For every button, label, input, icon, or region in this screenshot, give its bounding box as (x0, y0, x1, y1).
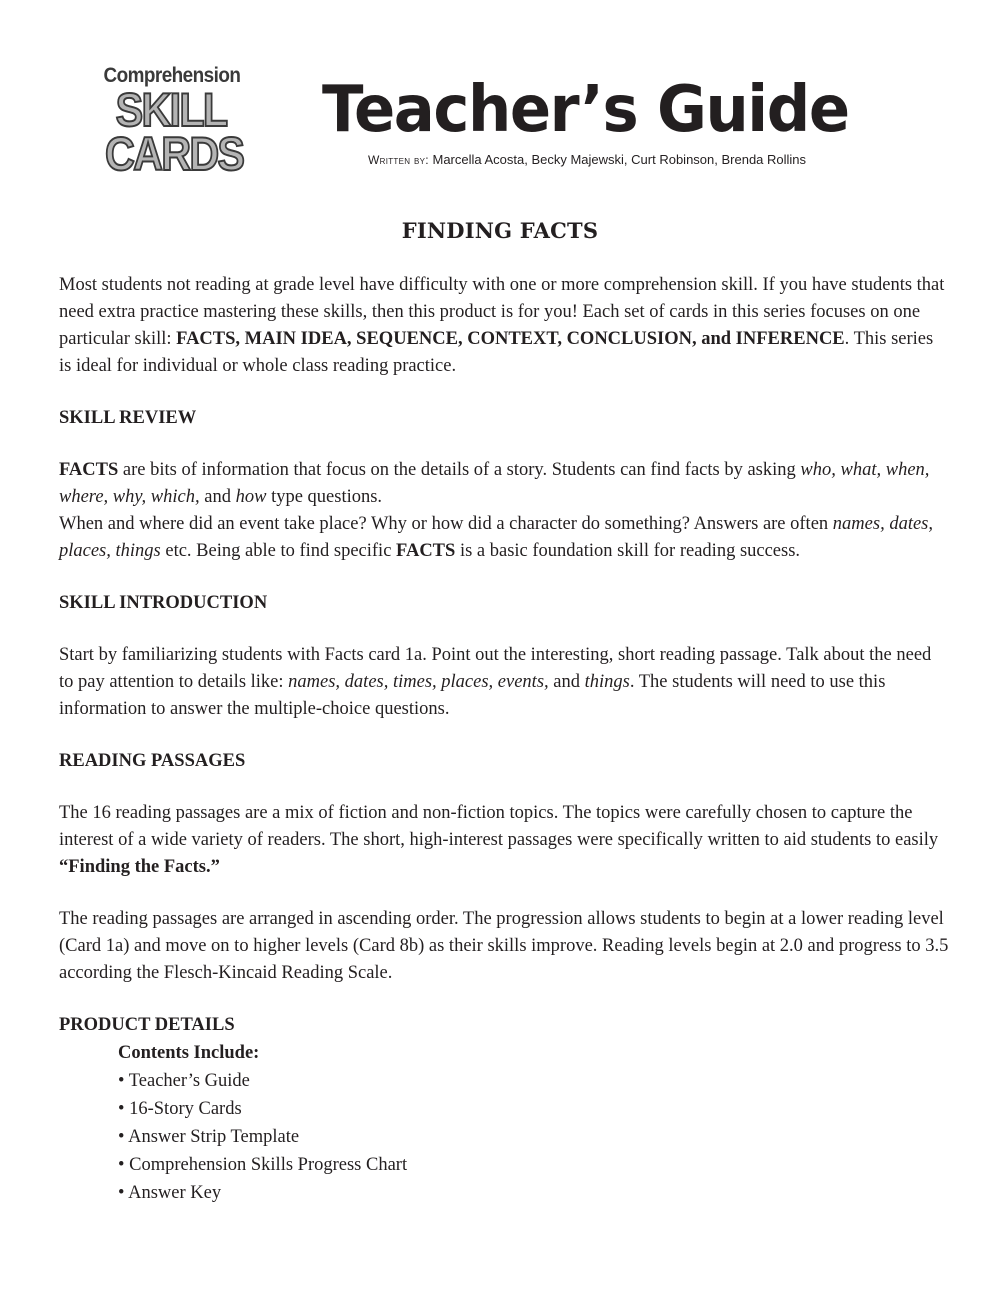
list-item: • 16-Story Cards (118, 1099, 242, 1119)
reading-passages-heading: READING PASSAGES (59, 751, 246, 771)
reading-passages-paragraph-2: The reading passages are arranged in ascending order. The progression allows students to begin at a lower reading level (Card 1a) and move on to higher levels (Card 8b) as their skills improve. Reading levels begin at 2.0 and progress to 3.5 according the Flesch-Kincaid Reading Scale. (59, 909, 949, 983)
text: The 16 reading passages are a mix of fiction and non-fiction topics. The topics were carefully chosen to capture the interest of a wide variety of readers. The short, high-interest passages were specifically written to aid students to easily (59, 803, 939, 850)
intro-text: Most students not reading at grade level have difficulty with one or more comprehension skill. If you have students that need extra practice mastering these skills, then this product is for you! Each set of cards in this series focuses on one particular skill: (59, 275, 945, 349)
facts-term: FACTS (396, 541, 456, 561)
finding-the-facts-quote: “Finding the Facts.” (59, 857, 220, 877)
facts-term: FACTS (59, 460, 119, 480)
skill-review-heading: SKILL REVIEW (59, 408, 197, 428)
byline-label: Written by: (368, 153, 429, 167)
intro-text-end: . This series is ideal for individual or whole class reading practice. (59, 329, 934, 376)
skill-list: FACTS, MAIN IDEA, SEQUENCE, CONTEXT, CONCLUSION, and INFERENCE (176, 329, 845, 349)
detail-types: names, dates, times, places, events, (288, 672, 549, 692)
list-item: • Answer Strip Template (118, 1127, 300, 1147)
skill-introduction-paragraph (59, 642, 949, 723)
text: When and where did an event take place? Why or how did a character do something? Answers are often (59, 514, 833, 534)
text: etc. Being able to find specific (160, 541, 397, 561)
logo-line-comprehension: Comprehension (103, 64, 241, 87)
logo-line-skill: SKILL (115, 83, 227, 136)
text: type questions. (266, 487, 383, 507)
document-body (59, 272, 949, 1207)
skill-introduction-heading: SKILL INTRODUCTION (59, 593, 268, 613)
text: are bits of information that focus on the details of a story. Students can find facts by asking (118, 460, 801, 480)
list-item: • Answer Key (118, 1183, 222, 1203)
logo-line-cards: CARDS (105, 127, 244, 180)
byline-authors: Marcella Acosta, Becky Majewski, Curt Robinson, Brenda Rollins (432, 152, 807, 167)
skill-review-paragraph-2 (59, 511, 949, 565)
contents-list (59, 1039, 949, 1207)
list-item: • Teacher’s Guide (118, 1071, 250, 1091)
text: and (548, 672, 585, 692)
text: . The students will need to use this information to answer the multiple-choice questions. (59, 672, 886, 719)
detail-type-things: things (584, 672, 630, 692)
page-title: Teacher’s Guide (322, 73, 849, 147)
question-word-how: how (235, 487, 267, 507)
author-byline (368, 152, 806, 167)
comprehension-skill-cards-logo (96, 64, 246, 180)
text: Start by familiarizing students with Facts card 1a. Point out the interesting, short reading passage. Talk about the need to pay attention to details like: (59, 645, 932, 692)
section-title: FINDING FACTS (401, 218, 599, 243)
text: and (199, 487, 236, 507)
text: is a basic foundation skill for reading success. (455, 541, 801, 561)
contents-label: Contents Include: (118, 1043, 260, 1063)
reading-passages-paragraph-1 (59, 800, 949, 881)
list-item: • Comprehension Skills Progress Chart (118, 1155, 408, 1175)
product-details-heading: PRODUCT DETAILS (59, 1015, 235, 1035)
intro-paragraph (59, 272, 949, 380)
answer-types: names, dates, places, things (59, 514, 933, 561)
skill-review-paragraph-1 (59, 457, 949, 511)
question-words: who, what, when, where, why, which, (59, 460, 930, 507)
